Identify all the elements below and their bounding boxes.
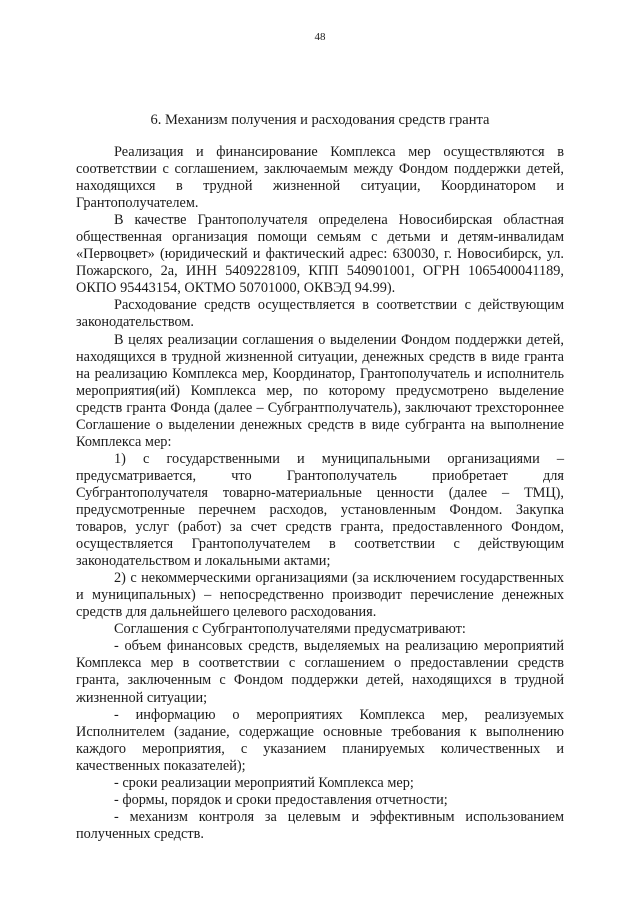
list-item-state-organizations: 1) с государственными и муниципальными организациями – предусматривается, что Грантополучатель приобретает для Субгрантополучателя товарно-материальные ценности (далее – ТМЦ), предусмотренные перечнем расходов, установленным Фондом. Закупка товаров, услуг (работ) за счет средств гранта, предоставленного Фондом, осуществляется Грантополучателем в соответствии с действующим законодательством и локальными актами;: [76, 450, 564, 570]
list-item-control: - механизм контроля за целевым и эффективным использованием полученных средств.: [76, 808, 564, 842]
list-item-financial-volume: - объем финансовых средств, выделяемых на реализацию мероприятий Комплекса мер в соответствии с соглашением о предоставлении средств гранта, заключенным с Фондом поддержки детей, находящихся в трудной жизненной ситуации;: [76, 638, 564, 706]
list-item-activities-info: - информацию о мероприятиях Комплекса мер, реализуемых Исполнителем (задание, содержащие основные требования к выполнению каждого мероприятия, с указанием планируемых количественных и качественных показателей);: [76, 706, 564, 774]
paragraph-spending: Расходование средств осуществляется в соответствии с действующим законодательством.: [76, 297, 564, 331]
paragraph-grant-recipient: В качестве Грантополучателя определена Новосибирская областная общественная организация помощи семьям с детьми и детям-инвалидам «Первоцвет» (юридический и фактический адрес: 630030, г. Новосибирск, ул. Пожарского, 2а, ИНН 5409228109, КПП 540901001, ОГРН 1065400041189, ОКПО 95443154, ОКТМО 50701000, ОКВЭД 94.99).: [76, 212, 564, 297]
document-body: [76, 144, 564, 843]
paragraph-agreement: В целях реализации соглашения о выделении Фондом поддержки детей, находящихся в трудной жизненной ситуации, денежных средств в виде гранта на реализацию Комплекса мер, Координатор, Грантополучатель и исполнитель мероприятия(ий) Комплекса мер, по которому предусмотрено выделение средств гранта Фонда (далее – Субгрантполучатель), заключают трехстороннее Соглашение о выделении денежных средств в виде субгранта на выполнение Комплекса мер:: [76, 331, 564, 450]
page-number: 48: [314, 31, 326, 43]
list-item-deadlines: - сроки реализации мероприятий Комплекса мер;: [114, 774, 414, 791]
paragraph-subgrant-provisions: Соглашения с Субгрантополучателями предусматривают:: [114, 621, 466, 638]
paragraph-implementation: Реализация и финансирование Комплекса мер осуществляются в соответствии с соглашением, заключаемым между Фондом поддержки детей, находящихся в трудной жизненной ситуации, Координатором и Грантополучателем.: [76, 144, 564, 212]
list-item-nonprofit-organizations: 2) с некоммерческими организациями (за исключением государственных и муниципальных) – непосредственно производит перечисление денежных средств для дальнейшего целевого расходования.: [76, 570, 564, 621]
section-title: 6. Механизм получения и расходования средств гранта: [150, 112, 490, 128]
list-item-reporting: - формы, порядок и сроки предоставления отчетности;: [114, 791, 448, 808]
